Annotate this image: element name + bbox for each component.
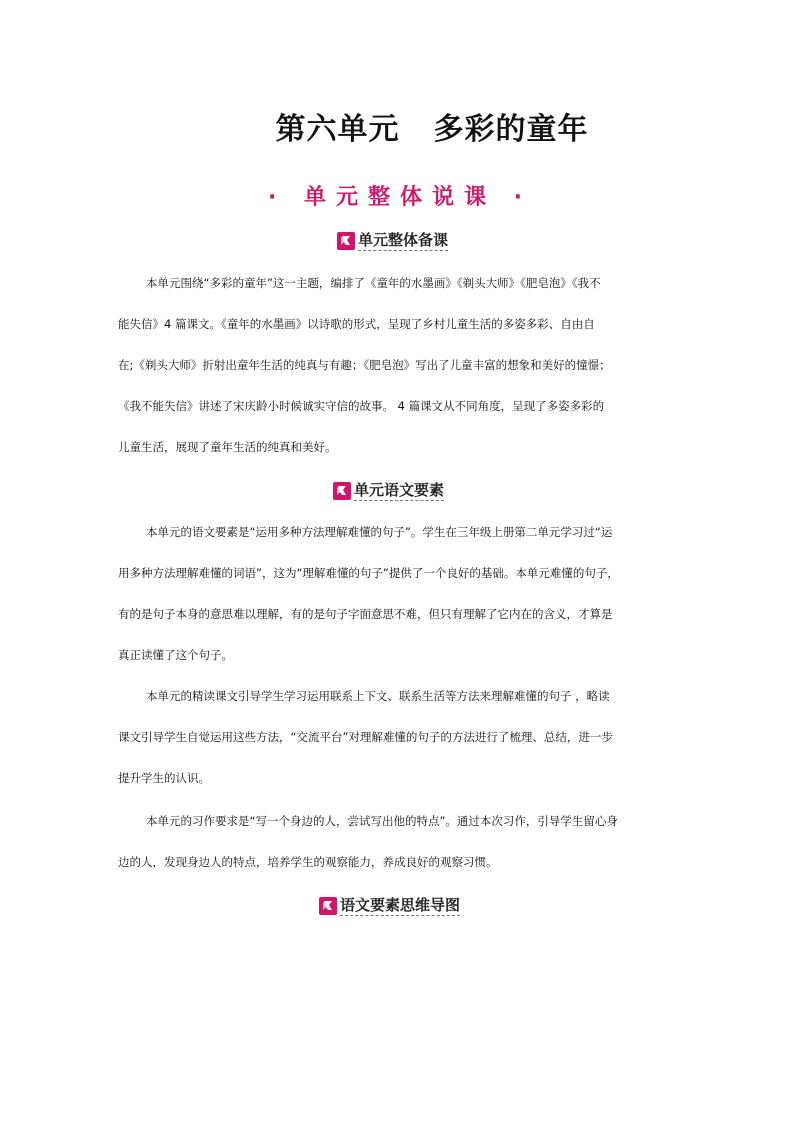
heading-unit-prep: [337, 230, 448, 252]
section-marker-icon: [319, 897, 337, 915]
section-banner: · 单元整体说课 ·: [267, 185, 533, 210]
section-marker-icon: [337, 232, 355, 250]
text-line: 本单元围绕“多彩的童年”这一主题，编排了《童年的水墨画》《剃头大师》《肥皂泡》《我不: [146, 276, 601, 290]
heading-unit-elements: [333, 480, 444, 502]
heading-text: 单元整体备课: [358, 231, 449, 249]
text-line: 本单元的习作要求是“写一个身边的人，尝试写出他的特点”。通过本次习作，引导学生留心身: [146, 814, 618, 828]
unit-theme: 多彩的童年: [433, 112, 589, 147]
heading-text: 语文要素思维导图: [340, 896, 461, 914]
text-line: 本单元的语文要素是“运用多种方法理解难懂的句子”。学生在三年级上册第二单元学习过“运: [146, 525, 613, 539]
unit-number: 第六单元: [275, 112, 400, 147]
section-marker-icon: [333, 482, 351, 500]
heading-text: 单元语文要素: [354, 481, 445, 499]
text-line: 能失信》4 篇课文。《童年的水墨画》以诗歌的形式，呈现了乡村儿童生活的多姿多彩、自由自: [118, 317, 595, 331]
text-line: 提升学生的认识。: [118, 771, 210, 785]
text-line: 用多种方法理解难懂的词语”，这为“理解难懂的句子”提供了一个良好的基础。本单元难懂的句子，: [118, 566, 619, 580]
text-line: 《我不能失信》讲述了宋庆龄小时候诚实守信的故事。 4 篇课文从不同角度，呈现了多姿多彩的: [118, 399, 605, 413]
text-line: 有的是句子本身的意思难以理解，有的是句子字面意思不难，但只有理解了它内在的含义，才算是: [118, 607, 613, 621]
text-line: 本单元的精读课文引导学生学习运用联系上下文、联系生活等方法来理解难懂的句子 ，略读: [146, 689, 610, 703]
page-title: [0, 104, 794, 148]
heading-mindmap: [319, 895, 460, 917]
text-line: 在;《剃头大师》折射出童年生活的纯真与有趣；《肥皂泡》写出了儿童丰富的想象和美好的憧憬；: [118, 358, 611, 372]
text-line: 课文引导学生自觉运用这些方法，“交流平台”对理解难懂的句子的方法进行了梳理、总结，进一步: [118, 730, 613, 744]
text-line: 边的人，发现身边人的特点，培养学生的观察能力，养成良好的观察习惯。: [118, 855, 498, 869]
text-line: 真正读懂了这个句子。: [118, 648, 233, 662]
text-line: 儿童生活，展现了童年生活的纯真和美好。: [118, 440, 337, 454]
